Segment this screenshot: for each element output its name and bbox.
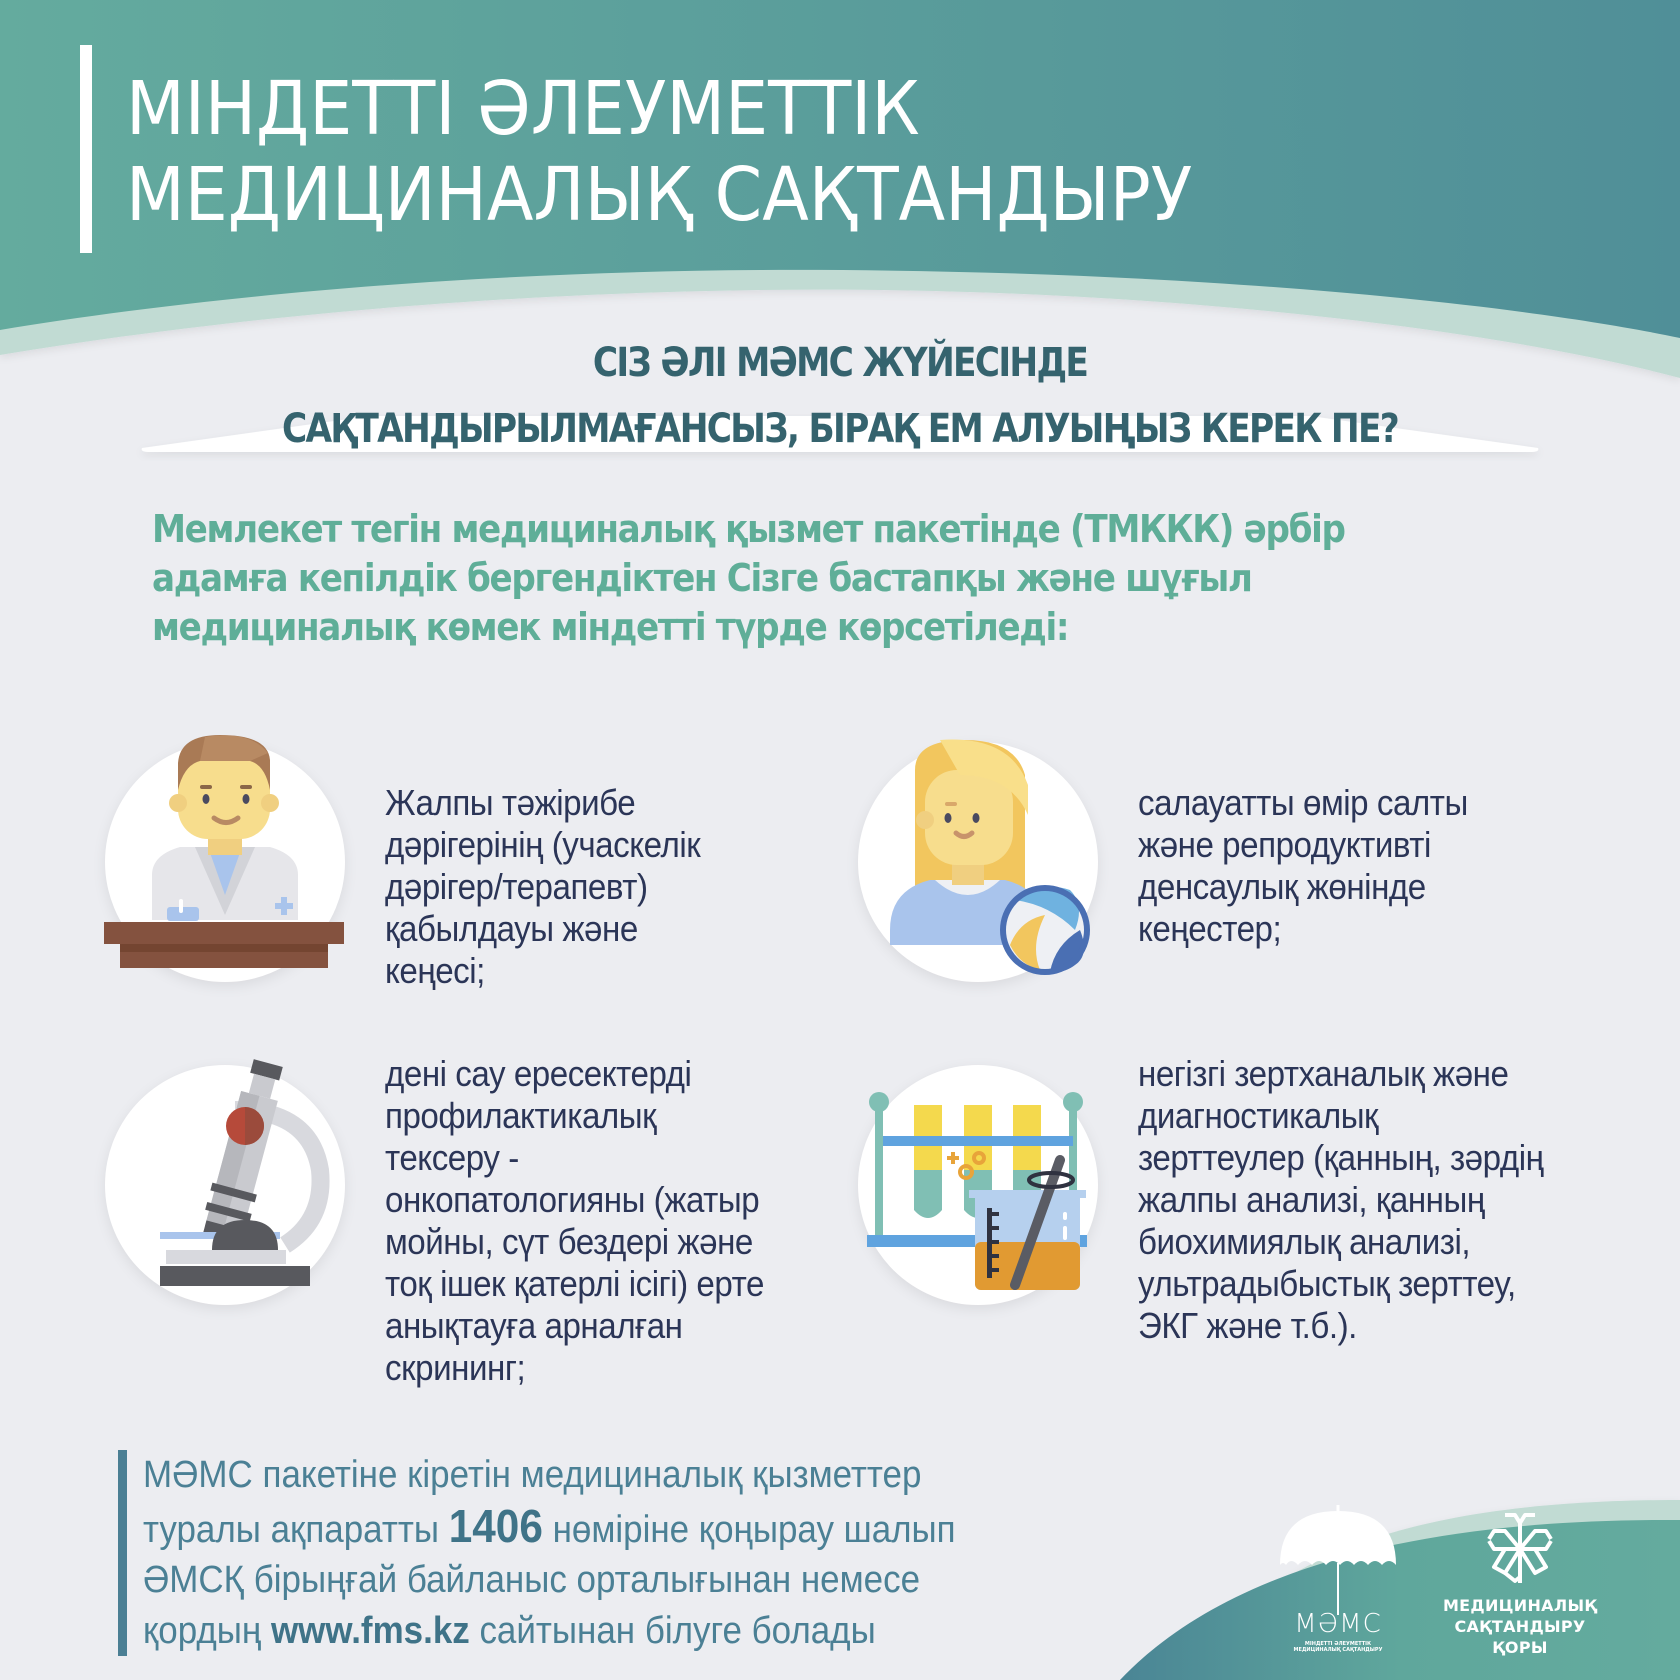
page-title — [126, 66, 1192, 238]
text-line: салауатты өмір салты — [1138, 782, 1468, 823]
fund-name-line: МЕДИЦИНАЛЫҚ — [1442, 1596, 1598, 1615]
text-line: скрининг; — [385, 1347, 526, 1388]
text-line: денсаулық жөнінде — [1138, 866, 1426, 907]
service-text — [1138, 1053, 1543, 1347]
service-text — [385, 782, 700, 992]
intro-line-3: медициналық көмек міндетті түрде көрсетіледі: — [152, 605, 1069, 649]
text-line: жалпы анализі, қанның — [1138, 1179, 1485, 1220]
text-line: және репродуктивті — [1138, 824, 1431, 865]
mams-logo-name: МӘМС — [1294, 1609, 1382, 1639]
text-line: негізгі зертханалық және — [1138, 1053, 1509, 1094]
service-text — [385, 1053, 764, 1389]
text-line: зерттеулер (қанның, зәрдің — [1138, 1137, 1544, 1178]
question-line-1: СІЗ ӘЛІ МӘМС ЖҮЙЕСІНДЕ — [592, 340, 1088, 386]
text-line: биохимиялық анализі, — [1138, 1221, 1471, 1262]
fund-logo — [1440, 1505, 1640, 1675]
service-text — [1138, 782, 1468, 950]
fund-logo-name — [1440, 1595, 1600, 1658]
text-line: Жалпы тәжірибе — [385, 782, 636, 823]
text-line: кеңесі; — [385, 950, 485, 991]
text-line: ультрадыбыстық зерттеу, — [1138, 1263, 1516, 1304]
woman-volleyball-icon — [880, 730, 1100, 975]
text-line: дені сау ересектерді — [385, 1053, 692, 1094]
doctor-icon — [100, 725, 350, 975]
mams-sub-line: МЕДИЦИНАЛЫҚ САҚТАНДЫРУ — [1293, 1647, 1383, 1653]
footer-text: туралы ақпаратты — [143, 1508, 449, 1551]
intro-line-1: Мемлекет тегін медициналық қызмет пакетінде (ТМККК) әрбір — [152, 507, 1345, 551]
website-link[interactable]: www.fms.kz — [270, 1609, 470, 1652]
title-line-1: МІНДЕТТІ ӘЛЕУМЕТТІК — [126, 66, 920, 152]
text-line: дәрігерінің (учаскелік — [385, 824, 701, 865]
question-heading — [0, 330, 1680, 462]
fund-name-line: ҚОРЫ — [1492, 1638, 1548, 1657]
mams-logo — [1278, 1505, 1398, 1655]
footer-line-2 — [143, 1501, 956, 1556]
mams-logo-subtitle — [1268, 1641, 1408, 1653]
intro-paragraph — [152, 505, 1572, 652]
footer-line-4 — [143, 1606, 956, 1657]
header — [0, 0, 1680, 300]
title-line-2: МЕДИЦИНАЛЫҚ САҚТАНДЫРУ — [126, 152, 1193, 238]
mams-sub-line: МІНДЕТТІ ӘЛЕУМЕТТІК — [1304, 1641, 1372, 1647]
intro-line-2: адамға кепілдік бергендіктен Сізге бастапқы және шұғыл — [152, 556, 1252, 600]
footer-text: нөміріне қоңырау шалып — [542, 1508, 956, 1551]
footer-line-1: МӘМС пакетіне кіретін медициналық қызметтер — [143, 1454, 922, 1496]
text-line: анықтауға арналған — [385, 1305, 683, 1346]
text-line: ЭКГ және т.б.). — [1138, 1305, 1357, 1346]
text-line: тексеру - — [385, 1137, 519, 1178]
fund-name-line: САҚТАНДЫРУ — [1454, 1617, 1586, 1636]
title-accent-bar — [80, 45, 92, 253]
microscope-icon — [160, 1050, 330, 1290]
phone-number[interactable]: 1406 — [448, 1499, 543, 1552]
footer-text: сайтынан білуге болады — [469, 1609, 876, 1652]
text-line: диагностикалық — [1138, 1095, 1379, 1136]
text-line: дәрігер/терапевт) — [385, 866, 648, 907]
text-line: онкопатологияны (жатыр — [385, 1179, 760, 1220]
text-line: кеңестер; — [1138, 908, 1282, 949]
footer-info-block — [118, 1450, 1026, 1656]
text-line: тоқ ішек қатерлі ісігі) ерте — [385, 1263, 764, 1304]
footer-text: қордың — [143, 1609, 271, 1652]
umbrella-icon — [1278, 1505, 1398, 1615]
text-line: профилактикалық — [385, 1095, 657, 1136]
fund-emblem-icon — [1485, 1511, 1555, 1586]
question-line-2: САҚТАНДЫРЫЛМАҒАНСЫЗ, БІРАҚ ЕМ АЛУЫҢЫЗ КЕРЕК ПЕ? — [282, 406, 1398, 452]
text-line: мойны, сүт бездері және — [385, 1221, 753, 1262]
footer-line-3: ӘМСҚ бірыңғай байланыс орталығынан немесе — [143, 1559, 921, 1601]
lab-tubes-icon — [865, 1090, 1095, 1305]
text-line: қабылдауы және — [385, 908, 638, 949]
